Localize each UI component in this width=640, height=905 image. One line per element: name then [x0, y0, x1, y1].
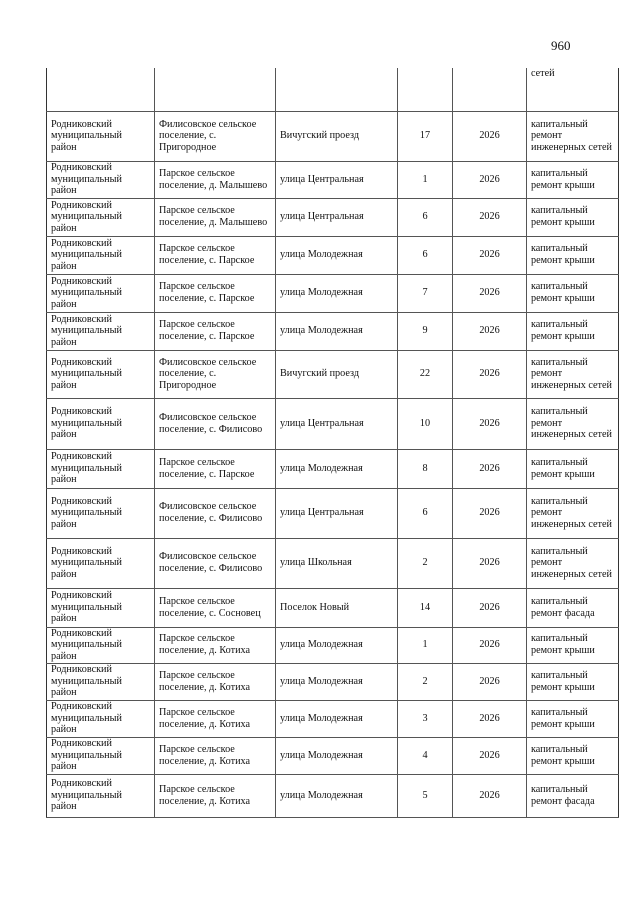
- house-number-cell: 8: [398, 449, 453, 488]
- district-cell: Родниковский муниципальный район: [47, 274, 155, 312]
- house-number-cell: 22: [398, 350, 453, 398]
- table-row: [47, 774, 619, 817]
- street-cell: улица Молодежная: [276, 774, 398, 817]
- settlement-cell: Парское сельское поселение, с. Парское: [155, 312, 276, 350]
- year-cell: 2026: [453, 663, 527, 700]
- work-type-cell: капитальный ремонт фасада: [527, 774, 619, 817]
- work-type-cell: капитальный ремонт крыши: [527, 198, 619, 236]
- street-cell: улица Школьная: [276, 538, 398, 588]
- settlement-cell: Филисовское сельское поселение, с. Филисово: [155, 538, 276, 588]
- year-cell: 2026: [453, 312, 527, 350]
- work-type-cell: капитальный ремонт крыши: [527, 627, 619, 663]
- district-cell: Родниковский муниципальный район: [47, 700, 155, 737]
- street-cell: улица Центральная: [276, 398, 398, 449]
- work-type-cell: капитальный ремонт фасада: [527, 588, 619, 627]
- house-number-cell: 6: [398, 488, 453, 538]
- table-row: [47, 663, 619, 700]
- settlement-cell: Парское сельское поселение, д. Малышево: [155, 198, 276, 236]
- house-number-cell: 10: [398, 398, 453, 449]
- table-row: [47, 627, 619, 663]
- house-number-cell: 2: [398, 663, 453, 700]
- house-number-cell: 1: [398, 161, 453, 198]
- table-row: [47, 488, 619, 538]
- district-cell: Родниковский муниципальный район: [47, 398, 155, 449]
- district-cell: Родниковский муниципальный район: [47, 236, 155, 274]
- work-type-cell: капитальный ремонт крыши: [527, 700, 619, 737]
- street-cell: улица Молодежная: [276, 274, 398, 312]
- year-cell: 2026: [453, 700, 527, 737]
- year-cell: 2026: [453, 236, 527, 274]
- settlement-cell: Филисовское сельское поселение, с. Филисово: [155, 488, 276, 538]
- work-type-cell: капитальный ремонт крыши: [527, 236, 619, 274]
- work-type-cell: капитальный ремонт крыши: [527, 449, 619, 488]
- house-number-cell: 7: [398, 274, 453, 312]
- street-cell: улица Центральная: [276, 161, 398, 198]
- year-cell: 2026: [453, 161, 527, 198]
- settlement-cell: Парское сельское поселение, д. Котиха: [155, 737, 276, 774]
- settlement-cell: Филисовское сельское поселение, с. Пригородное: [155, 350, 276, 398]
- year-cell: 2026: [453, 449, 527, 488]
- street-cell: улица Молодежная: [276, 312, 398, 350]
- street-cell: улица Молодежная: [276, 700, 398, 737]
- housing-repair-table: [46, 68, 619, 818]
- street-cell: Вичугский проезд: [276, 350, 398, 398]
- house-number-cell: 3: [398, 700, 453, 737]
- house-number-cell: 1: [398, 627, 453, 663]
- table-row: [47, 111, 619, 161]
- year-cell: 2026: [453, 588, 527, 627]
- table-row: [47, 449, 619, 488]
- district-cell: Родниковский муниципальный район: [47, 538, 155, 588]
- table-row: [47, 274, 619, 312]
- table-row: [47, 398, 619, 449]
- work-type-cell: капитальный ремонт инженерных сетей: [527, 111, 619, 161]
- house-number-cell: 9: [398, 312, 453, 350]
- work-type-cell: капитальный ремонт инженерных сетей: [527, 488, 619, 538]
- year-cell: 2026: [453, 350, 527, 398]
- house-number-cell: 6: [398, 236, 453, 274]
- year-cell: 2026: [453, 198, 527, 236]
- district-cell: Родниковский муниципальный район: [47, 488, 155, 538]
- district-cell: Родниковский муниципальный район: [47, 663, 155, 700]
- district-cell: Родниковский муниципальный район: [47, 627, 155, 663]
- house-number-cell: 5: [398, 774, 453, 817]
- district-cell: Родниковский муниципальный район: [47, 588, 155, 627]
- house-number-cell: 6: [398, 198, 453, 236]
- work-type-cell: капитальный ремонт инженерных сетей: [527, 538, 619, 588]
- work-type-cell: капитальный ремонт крыши: [527, 161, 619, 198]
- year-cell: 2026: [453, 111, 527, 161]
- continuation-row: [47, 68, 619, 111]
- page-number: 960: [551, 38, 571, 53]
- table-row: [47, 312, 619, 350]
- street-cell: улица Центральная: [276, 198, 398, 236]
- street-cell: улица Молодежная: [276, 449, 398, 488]
- table-row: [47, 236, 619, 274]
- district-cell: Родниковский муниципальный район: [47, 161, 155, 198]
- district-cell: Родниковский муниципальный район: [47, 312, 155, 350]
- year-cell: 2026: [453, 538, 527, 588]
- table-row: [47, 161, 619, 198]
- table-row: [47, 198, 619, 236]
- work-type-cell: капитальный ремонт крыши: [527, 274, 619, 312]
- settlement-cell: Парское сельское поселение, д. Малышево: [155, 161, 276, 198]
- street-cell: улица Молодежная: [276, 663, 398, 700]
- settlement-cell: Филисовское сельское поселение, с. Филисово: [155, 398, 276, 449]
- district-cell: Родниковский муниципальный район: [47, 737, 155, 774]
- street-cell: Вичугский проезд: [276, 111, 398, 161]
- year-cell: 2026: [453, 737, 527, 774]
- district-cell: Родниковский муниципальный район: [47, 198, 155, 236]
- street-cell: улица Центральная: [276, 488, 398, 538]
- settlement-cell: Парское сельское поселение, с. Парское: [155, 236, 276, 274]
- street-cell: улица Молодежная: [276, 627, 398, 663]
- work-type-cell: капитальный ремонт инженерных сетей: [527, 350, 619, 398]
- settlement-cell: Парское сельское поселение, с. Сосновец: [155, 588, 276, 627]
- settlement-cell: Парское сельское поселение, д. Котиха: [155, 700, 276, 737]
- settlement-cell: Парское сельское поселение, с. Парское: [155, 449, 276, 488]
- work-type-cell: капитальный ремонт крыши: [527, 663, 619, 700]
- settlement-cell: Парское сельское поселение, д. Котиха: [155, 663, 276, 700]
- table-row: [47, 350, 619, 398]
- table-row: [47, 588, 619, 627]
- district-cell: Родниковский муниципальный район: [47, 774, 155, 817]
- table-row: [47, 737, 619, 774]
- year-cell: 2026: [453, 774, 527, 817]
- work-type-cell: капитальный ремонт инженерных сетей: [527, 398, 619, 449]
- house-number-cell: 17: [398, 111, 453, 161]
- street-cell: улица Молодежная: [276, 737, 398, 774]
- settlement-cell: Парское сельское поселение, д. Котиха: [155, 774, 276, 817]
- table-row: [47, 538, 619, 588]
- work-type-cell: сетей: [527, 68, 619, 111]
- year-cell: 2026: [453, 274, 527, 312]
- table-row: [47, 700, 619, 737]
- house-number-cell: 4: [398, 737, 453, 774]
- settlement-cell: Парское сельское поселение, с. Парское: [155, 274, 276, 312]
- district-cell: Родниковский муниципальный район: [47, 350, 155, 398]
- district-cell: Родниковский муниципальный район: [47, 449, 155, 488]
- house-number-cell: 2: [398, 538, 453, 588]
- year-cell: 2026: [453, 398, 527, 449]
- house-number-cell: 14: [398, 588, 453, 627]
- settlement-cell: Парское сельское поселение, д. Котиха: [155, 627, 276, 663]
- table-body: [47, 68, 619, 817]
- district-cell: Родниковский муниципальный район: [47, 111, 155, 161]
- settlement-cell: Филисовское сельское поселение, с. Пригородное: [155, 111, 276, 161]
- work-type-cell: капитальный ремонт крыши: [527, 737, 619, 774]
- work-type-cell: капитальный ремонт крыши: [527, 312, 619, 350]
- street-cell: улица Молодежная: [276, 236, 398, 274]
- year-cell: 2026: [453, 627, 527, 663]
- street-cell: Поселок Новый: [276, 588, 398, 627]
- year-cell: 2026: [453, 488, 527, 538]
